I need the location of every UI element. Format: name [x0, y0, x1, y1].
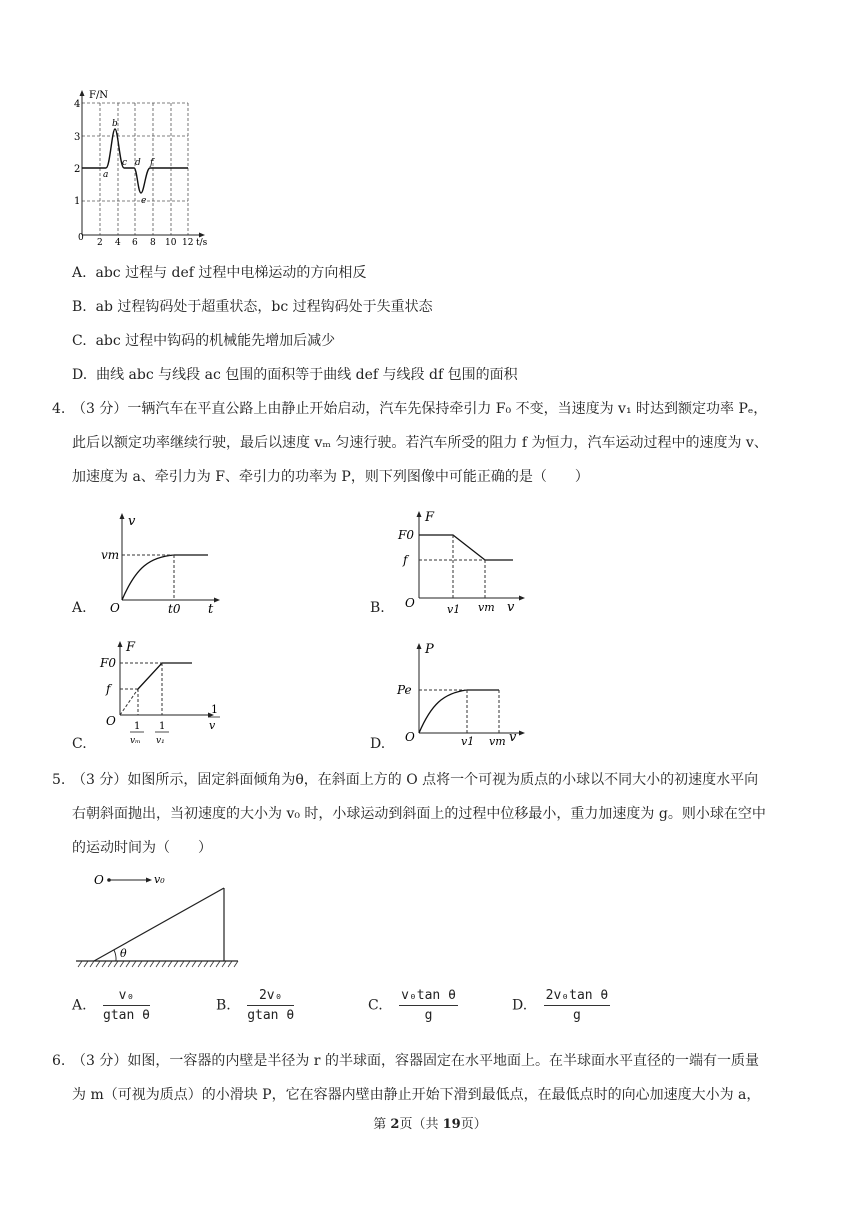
- axis-x: t: [208, 602, 214, 615]
- q5-stem-line: 右朝斜面抛出，当初速度的大小为 v₀ 时，小球运动到斜面上的过程中位移最小，重力加速度为 g。则小球在空中: [72, 806, 766, 822]
- force-time-graph: [70, 85, 220, 250]
- label-pe: Pe: [397, 683, 412, 697]
- frac-den-vm: vₘ: [130, 736, 141, 746]
- angle-label: θ: [120, 947, 127, 960]
- fraction: $\frac{\text{v₀tan θ}}{g}$: [401, 988, 456, 1023]
- y-axis-label: F/N: [89, 90, 109, 101]
- origin-label: 0: [78, 233, 84, 243]
- point-f: f: [150, 158, 154, 168]
- q5-stem-line: （3 分）如图所示，固定斜面倾角为θ，在斜面上方的 O 点将一个可视为质点的小球以不同大小的初速度水平向: [72, 772, 759, 788]
- q4-option-c-label: C.: [72, 736, 87, 752]
- point-e: e: [141, 196, 147, 206]
- q4-stem-line: 此后以额定功率继续行驶，最后以速度 vₘ 匀速行驶。若汽车所受的阻力 f 为恒力，汽车运动过程中的速度为 v、: [72, 435, 768, 451]
- x-tick: 2: [97, 238, 103, 248]
- x-axis-label: t/s: [196, 238, 208, 248]
- q6-stem-line: （3 分）如图，一容器的内壁是半径为 r 的半球面，容器固定在水平地面上。在半球面水平直径的一端有一质量: [72, 1053, 759, 1069]
- q5-stem-line: 的运动时间为（ ）: [72, 840, 212, 856]
- q4-graph-a: [98, 505, 228, 615]
- axis-x: v: [507, 600, 515, 615]
- page-number: 2: [390, 1117, 400, 1132]
- label-vm: vm: [478, 601, 495, 614]
- y-tick: 1: [74, 196, 81, 207]
- point-c: c: [122, 158, 128, 168]
- label-vm: vm: [101, 548, 120, 562]
- frac-num: 1: [134, 721, 141, 732]
- q4-stem-line: （3 分）一辆汽车在平直公路上由静止开始启动，汽车先保持牵引力 F₀ 不变，当速度为 v₁ 时达到额定功率 Pₑ，: [72, 401, 768, 417]
- x-tick: 8: [150, 238, 156, 248]
- incline-figure: [72, 868, 252, 973]
- x-tick: 10: [165, 238, 177, 248]
- label-v1: v1: [447, 603, 461, 615]
- frac-den-v1: v₁: [156, 736, 165, 746]
- q3-option-d: D. 曲线 abc 与线段 ac 包围的面积等于曲线 def 与线段 df 包围的面积: [72, 367, 518, 383]
- q5-option-a: A. $\frac{\text{v₀}}{\text{gtan θ}}$: [72, 988, 150, 1023]
- label-f0: F0: [398, 528, 414, 542]
- fraction: $\frac{\text{2v₀tan θ}}{g}$: [545, 988, 609, 1023]
- q5-option-b: B. $\frac{\text{2v₀}}{\text{gtan θ}}$: [216, 988, 295, 1023]
- axis-x-den: v: [209, 719, 216, 732]
- q4-graph-d: [395, 635, 535, 747]
- q4-graph-c: [98, 635, 238, 753]
- q4-option-b-label: B.: [370, 600, 385, 616]
- point-a: a: [103, 170, 109, 180]
- fraction: $\frac{\text{v₀}}{\text{gtan θ}}$: [103, 988, 150, 1023]
- label-f: f: [403, 553, 408, 567]
- axis-y: v: [128, 514, 136, 529]
- origin: O: [405, 596, 415, 610]
- q4-option-a-label: A.: [72, 600, 87, 616]
- page-total: 19: [442, 1117, 461, 1132]
- q5-option-d: D. $\frac{\text{2v₀tan θ}}{g}$: [512, 988, 609, 1023]
- label-f0: F0: [100, 656, 116, 670]
- axis-x: v: [509, 730, 517, 745]
- axis-y: F: [126, 640, 136, 655]
- label-v1: v1: [461, 735, 475, 747]
- label-vm: vm: [489, 735, 506, 747]
- page-footer: 第 2页（共 19页）: [373, 1117, 487, 1132]
- origin: O: [106, 714, 116, 728]
- y-tick: 3: [74, 132, 81, 143]
- x-tick: 6: [132, 238, 138, 248]
- frac-num: 1: [159, 721, 166, 732]
- q6-number: 6.: [52, 1053, 66, 1069]
- q5-option-c: C. $\frac{\text{v₀tan θ}}{g}$: [368, 988, 456, 1023]
- label-f: f: [106, 682, 111, 696]
- axis-y: F: [425, 510, 435, 525]
- origin: O: [110, 601, 120, 615]
- x-tick: 4: [115, 238, 121, 248]
- point-b: b: [112, 119, 118, 129]
- q4-graph-b: [395, 503, 535, 615]
- velocity-label: v₀: [154, 873, 165, 886]
- q6-stem-line: 为 m（可视为质点）的小滑块 P，它在容器内壁由静止开始下滑到最低点，在最低点时的向心加速度大小为 a，: [72, 1087, 761, 1103]
- q3-option-b: B. ab 过程钩码处于超重状态，bc 过程钩码处于失重状态: [72, 299, 433, 315]
- axis-y: P: [425, 642, 434, 657]
- x-tick: 12: [182, 238, 194, 248]
- point-o: O: [94, 873, 104, 887]
- axis-x-num: 1: [211, 703, 218, 716]
- q4-stem-line: 加速度为 a、牵引力为 F、牵引力的功率为 P，则下列图像中可能正确的是（ ）: [72, 469, 589, 485]
- q3-option-a: A. abc 过程与 def 过程中电梯运动的方向相反: [72, 265, 367, 281]
- label-t0: t0: [168, 602, 181, 615]
- point-d: d: [135, 158, 141, 168]
- q5-number: 5.: [52, 772, 66, 788]
- q4-number: 4.: [52, 401, 66, 417]
- fraction: $\frac{\text{2v₀}}{\text{gtan θ}}$: [247, 988, 295, 1023]
- q3-option-c: C. abc 过程中钩码的机械能先增加后减少: [72, 333, 336, 349]
- q4-option-d-label: D.: [370, 736, 386, 752]
- y-tick: 4: [74, 99, 81, 110]
- origin: O: [405, 730, 415, 744]
- y-tick: 2: [74, 164, 81, 175]
